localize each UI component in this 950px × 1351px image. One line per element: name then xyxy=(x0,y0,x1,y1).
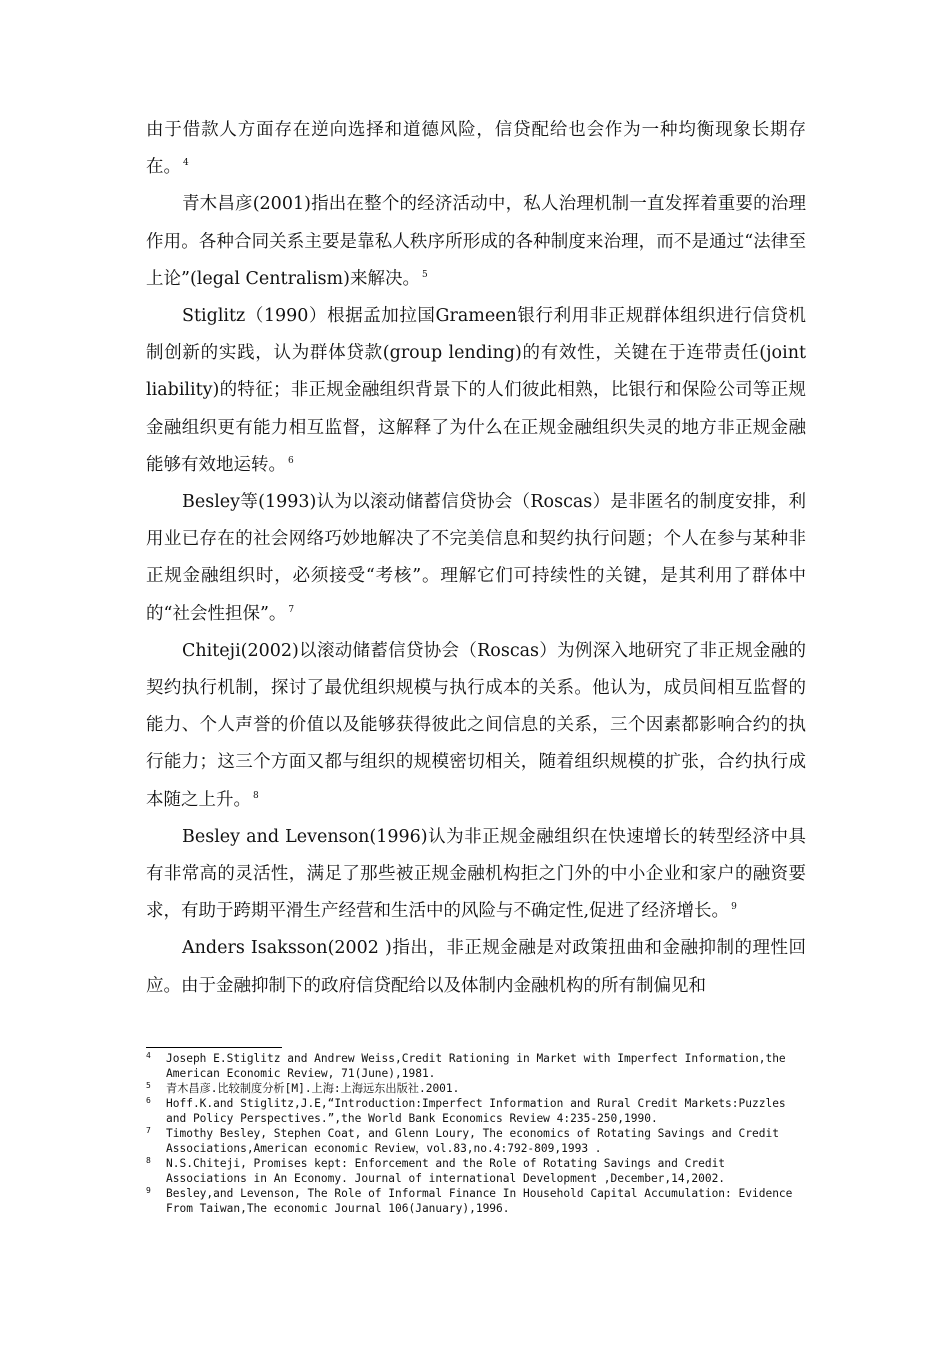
paragraph-text: 由于借款人方面存在逆向选择和道德风险，信贷配给也会作为一种均衡现象长期存在。 xyxy=(146,120,806,178)
footnote-text: N.S.Chiteji, Promises kept: Enforcement and the Role of Rotating Savings and Credit Associations in An Economy. Journal of international Development ,December,14,2002. xyxy=(166,1157,726,1185)
paragraph xyxy=(146,930,806,1004)
footnote-ref: 8 xyxy=(253,790,259,801)
footnote-number: 5 xyxy=(146,1081,151,1090)
footnote xyxy=(146,1186,806,1216)
footnote xyxy=(146,1126,806,1156)
footnote-number: 9 xyxy=(146,1186,151,1195)
paragraph xyxy=(146,186,806,298)
footnote-ref: 4 xyxy=(183,158,189,169)
footnote xyxy=(146,1156,806,1186)
paragraph-text: Stiglitz（1990）根据孟加拉国Grameen银行利用非正规群体组织进行信贷机制创新的实践，认为群体贷款(group lending)的有效性，关键在于连带责任(joint liability)的特征；非正规金融组织背景下的人们彼此相熟，比银行和保险公司等正规金融组织更有能力相互监督，这解释了为什么在正规金融组织失灵的地方非正规金融能够有效地运转。 xyxy=(146,306,806,475)
footnote xyxy=(146,1081,806,1096)
footnote-ref: 9 xyxy=(731,902,737,913)
footnote-separator xyxy=(146,1047,282,1048)
footnote-ref: 7 xyxy=(288,604,295,615)
paragraph-text: Besley等(1993)认为以滚动储蓄信贷协会（Roscas）是非匿名的制度安排，利用业已存在的社会网络巧妙地解决了不完美信息和契约执行问题；个人在参与某种非正规金融组织时，必须接受“考核”。理解它们可持续性的关键，是其利用了群体中的“社会性担保”。 xyxy=(146,492,806,624)
footnote xyxy=(146,1096,806,1126)
footnote-text: Timothy Besley, Stephen Coat, and Glenn Loury, The economics of Rotating Savings and Credit Associations,American economic Review，vol.83,no.4:792-809,1993 . xyxy=(166,1127,779,1155)
footnote-ref: 6 xyxy=(288,456,294,466)
paragraph-text: Chiteji(2002)以滚动储蓄信贷协会（Roscas）为例深入地研究了非正规金融的契约执行机制，探讨了最优组织规模与执行成本的关系。他认为，成员间相互监督的能力、个人声誉的价值以及能够获得彼此之间信息的关系，三个因素都影响合约的执行能力；这三个方面又都与组织的规模密切相关，随着组织规模的扩张，合约执行成本随之上升。 xyxy=(146,640,806,810)
footnote-text: Hoff.K.and Stiglitz,J.E,“Introduction:Imperfect Information and Rural Credit Markets:Puzzles and Policy Perspectives.”,the World Bank Economics Review 4:235-250,1990. xyxy=(166,1097,786,1125)
footnote-ref: 5 xyxy=(421,269,428,280)
footnote-text: 青木昌彦.比较制度分析[M].上海:上海远东出版社.2001. xyxy=(166,1082,460,1095)
paragraph xyxy=(146,484,806,633)
paragraph-text: 青木昌彦(2001)指出在整个的经济活动中，私人治理机制一直发挥着重要的治理作用。各种合同关系主要是靠私人秩序所形成的各种制度来治理，而不是通过“法律至上论”(legal Centralism)来解决。 xyxy=(146,194,806,289)
footnote-text: Joseph E.Stiglitz and Andrew Weiss,Credit Rationing in Market with Imperfect Information,the American Economic Review, 71(June),1981. xyxy=(166,1052,786,1080)
paragraph xyxy=(146,633,806,819)
footnote-text: Besley,and Levenson, The Role of Informal Finance In Household Capital Accumulation: Evidence From Taiwan,The economic Journal 106(January),1996. xyxy=(166,1187,793,1215)
footnote xyxy=(146,1051,806,1081)
paragraph xyxy=(146,298,806,484)
footnote-number: 8 xyxy=(146,1156,151,1165)
body-text xyxy=(146,112,806,1005)
paragraph xyxy=(146,819,806,931)
paragraph-text: Besley and Levenson(1996)认为非正规金融组织在快速增长的转型经济中具有非常高的灵活性，满足了那些被正规金融机构拒之门外的中小企业和家户的融资要求，有助于跨期平滑生产经营和生活中的风险与不确定性,促进了经济增长。 xyxy=(146,826,806,922)
footnote-number: 7 xyxy=(146,1126,151,1135)
paragraph-text: Anders Isaksson(2002 )指出，非正规金融是对政策扭曲和金融抑制的理性回应。由于金融抑制下的政府信贷配给以及体制内金融机构的所有制偏见和 xyxy=(146,938,806,996)
footnote-number: 4 xyxy=(146,1051,151,1060)
paragraph xyxy=(146,112,806,186)
footnote-number: 6 xyxy=(146,1096,151,1105)
footnotes xyxy=(146,1051,806,1216)
